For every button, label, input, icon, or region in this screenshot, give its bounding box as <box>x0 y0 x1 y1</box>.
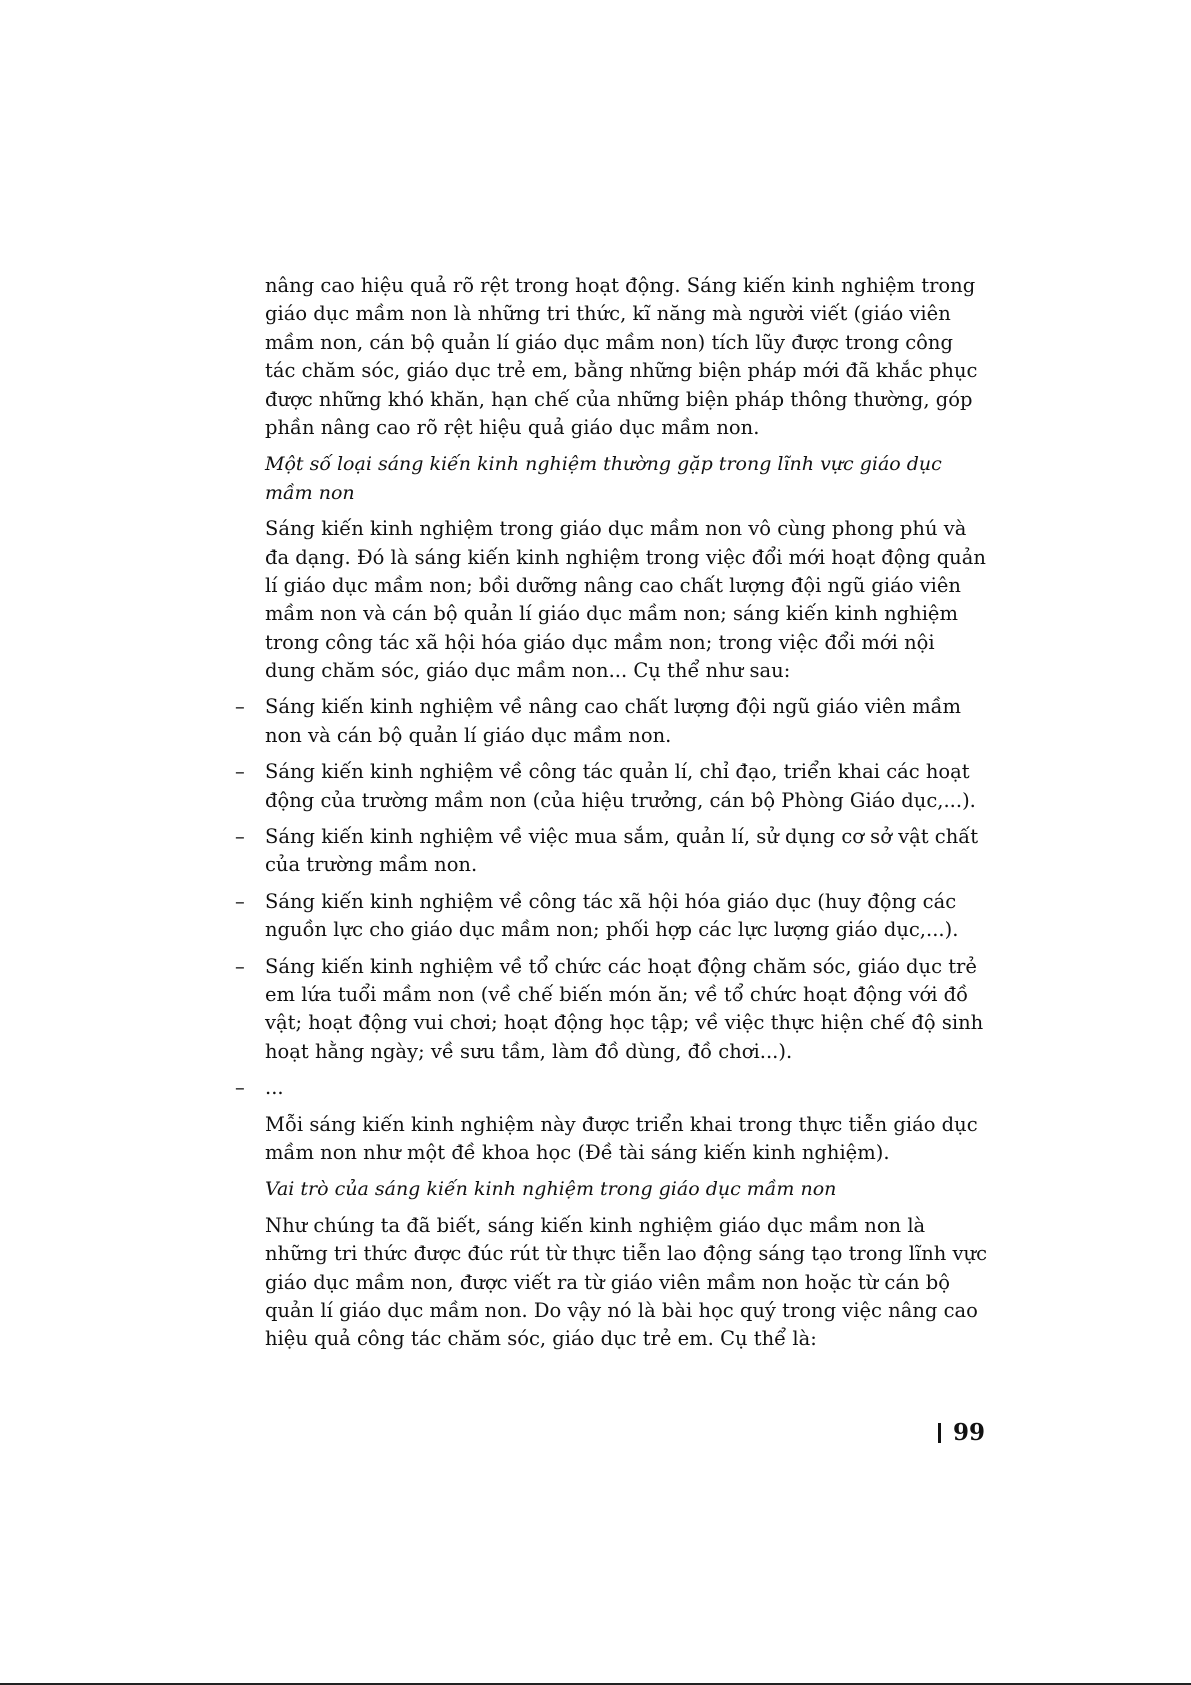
text-line: vật; hoạt động vui chơi; hoạt động học tập; về việc thực hiện chế độ sinh <box>265 1011 984 1035</box>
text-line: Sáng kiến kinh nghiệm về tổ chức các hoạt động chăm sóc, giáo dục trẻ <box>265 954 977 978</box>
text-line: nâng cao hiệu quả rõ rệt trong hoạt động. Sáng kiến kinh nghiệm trong <box>265 274 976 297</box>
text-line: trong công tác xã hội hóa giáo dục mầm non; trong việc đổi mới nội <box>265 630 935 654</box>
text-line: mầm non như một đề khoa học (Đề tài sáng kiến kinh nghiệm). <box>265 1140 890 1164</box>
text-line: được những khó khăn, hạn chế của những biện pháp thông thường, góp <box>265 387 973 411</box>
text-line: của trường mầm non. <box>265 853 478 877</box>
list-item <box>235 888 995 945</box>
text-line: dung chăm sóc, giáo dục mầm non... Cụ thể như sau: <box>265 659 791 683</box>
text-line: mầm non, cán bộ quản lí giáo dục mầm non) tích lũy được trong công <box>265 330 953 354</box>
text-line: động của trường mầm non (của hiệu trưởng, cán bộ Phòng Giáo dục,...). <box>265 788 976 812</box>
list-item <box>235 693 995 750</box>
text-line: mầm non <box>265 481 355 504</box>
text-line: lí giáo dục mầm non; bồi dưỡng nâng cao chất lượng đội ngũ giáo viên <box>265 573 961 597</box>
text-line: quản lí giáo dục mầm non. Do vậy nó là bài học quý trong việc nâng cao <box>265 1298 978 1322</box>
list-item <box>235 823 995 880</box>
text-line: giáo dục mầm non là những tri thức, kĩ năng mà người viết (giáo viên <box>265 302 951 326</box>
text-line: mầm non và cán bộ quản lí giáo dục mầm non; sáng kiến kinh nghiệm <box>265 602 958 626</box>
text-line: đa dạng. Đó là sáng kiến kinh nghiệm trong việc đổi mới hoạt động quản <box>265 545 986 569</box>
text-line: em lứa tuổi mầm non (về chế biến món ăn; về tổ chức hoạt động với đồ <box>265 982 969 1006</box>
paragraph <box>265 515 995 685</box>
text-line: giáo dục mầm non, được viết ra từ giáo viên mầm non hoặc từ cán bộ <box>265 1270 950 1294</box>
text-line: Vai trò của sáng kiến kinh nghiệm trong giáo dục mầm non <box>265 1178 837 1201</box>
text-line: Như chúng ta đã biết, sáng kiến kinh nghiệm giáo dục mầm non là <box>265 1213 926 1237</box>
text-line: nguồn lực cho giáo dục mầm non; phối hợp các lực lượng giáo dục,...). <box>265 918 959 942</box>
text-line: Sáng kiến kinh nghiệm trong giáo dục mầm non vô cùng phong phú và <box>265 517 967 541</box>
paragraph <box>265 1212 995 1354</box>
paragraph <box>265 272 995 442</box>
bullet-dash: – <box>235 825 245 849</box>
section-heading <box>265 450 995 507</box>
bullet-dash: – <box>235 954 245 978</box>
section-heading <box>265 1175 995 1203</box>
list-item <box>235 758 995 815</box>
text-line: phần nâng cao rõ rệt hiệu quả giáo dục mầm non. <box>265 415 760 439</box>
text-line: ... <box>265 1076 284 1100</box>
text-line: hiệu quả công tác chăm sóc, giáo dục trẻ em. Cụ thể là: <box>265 1327 817 1351</box>
page-number <box>938 1418 985 1448</box>
text-line: Sáng kiến kinh nghiệm về công tác quản lí, chỉ đạo, triển khai các hoạt <box>265 760 970 784</box>
list-item <box>235 953 995 1067</box>
text-line: Một số loại sáng kiến kinh nghiệm thường gặp trong lĩnh vực giáo dục <box>265 453 942 476</box>
page-body <box>235 272 995 1362</box>
paragraph <box>265 1111 995 1168</box>
text-line: những tri thức được đúc rút từ thực tiễn lao động sáng tạo trong lĩnh vực <box>265 1242 988 1266</box>
bullet-dash: – <box>235 1076 245 1100</box>
list-item <box>235 1074 995 1102</box>
page-number-text: 99 <box>953 1419 986 1446</box>
text-line: hoạt hằng ngày; về sưu tầm, làm đồ dùng, đồ chơi...). <box>265 1039 793 1063</box>
text-line: non và cán bộ quản lí giáo dục mầm non. <box>265 723 672 747</box>
bullet-dash: – <box>235 695 245 719</box>
text-line: Sáng kiến kinh nghiệm về việc mua sắm, quản lí, sử dụng cơ sở vật chất <box>265 825 979 849</box>
page-number-bar <box>938 1423 941 1443</box>
text-line: Sáng kiến kinh nghiệm về nâng cao chất lượng đội ngũ giáo viên mầm <box>265 695 962 719</box>
text-line: tác chăm sóc, giáo dục trẻ em, bằng những biện pháp mới đã khắc phục <box>265 359 978 383</box>
bullet-dash: – <box>235 889 245 913</box>
text-line: Sáng kiến kinh nghiệm về công tác xã hội hóa giáo dục (huy động các <box>265 889 957 913</box>
bullet-dash: – <box>235 760 245 784</box>
text-line: Mỗi sáng kiến kinh nghiệm này được triển khai trong thực tiễn giáo dục <box>265 1112 978 1136</box>
